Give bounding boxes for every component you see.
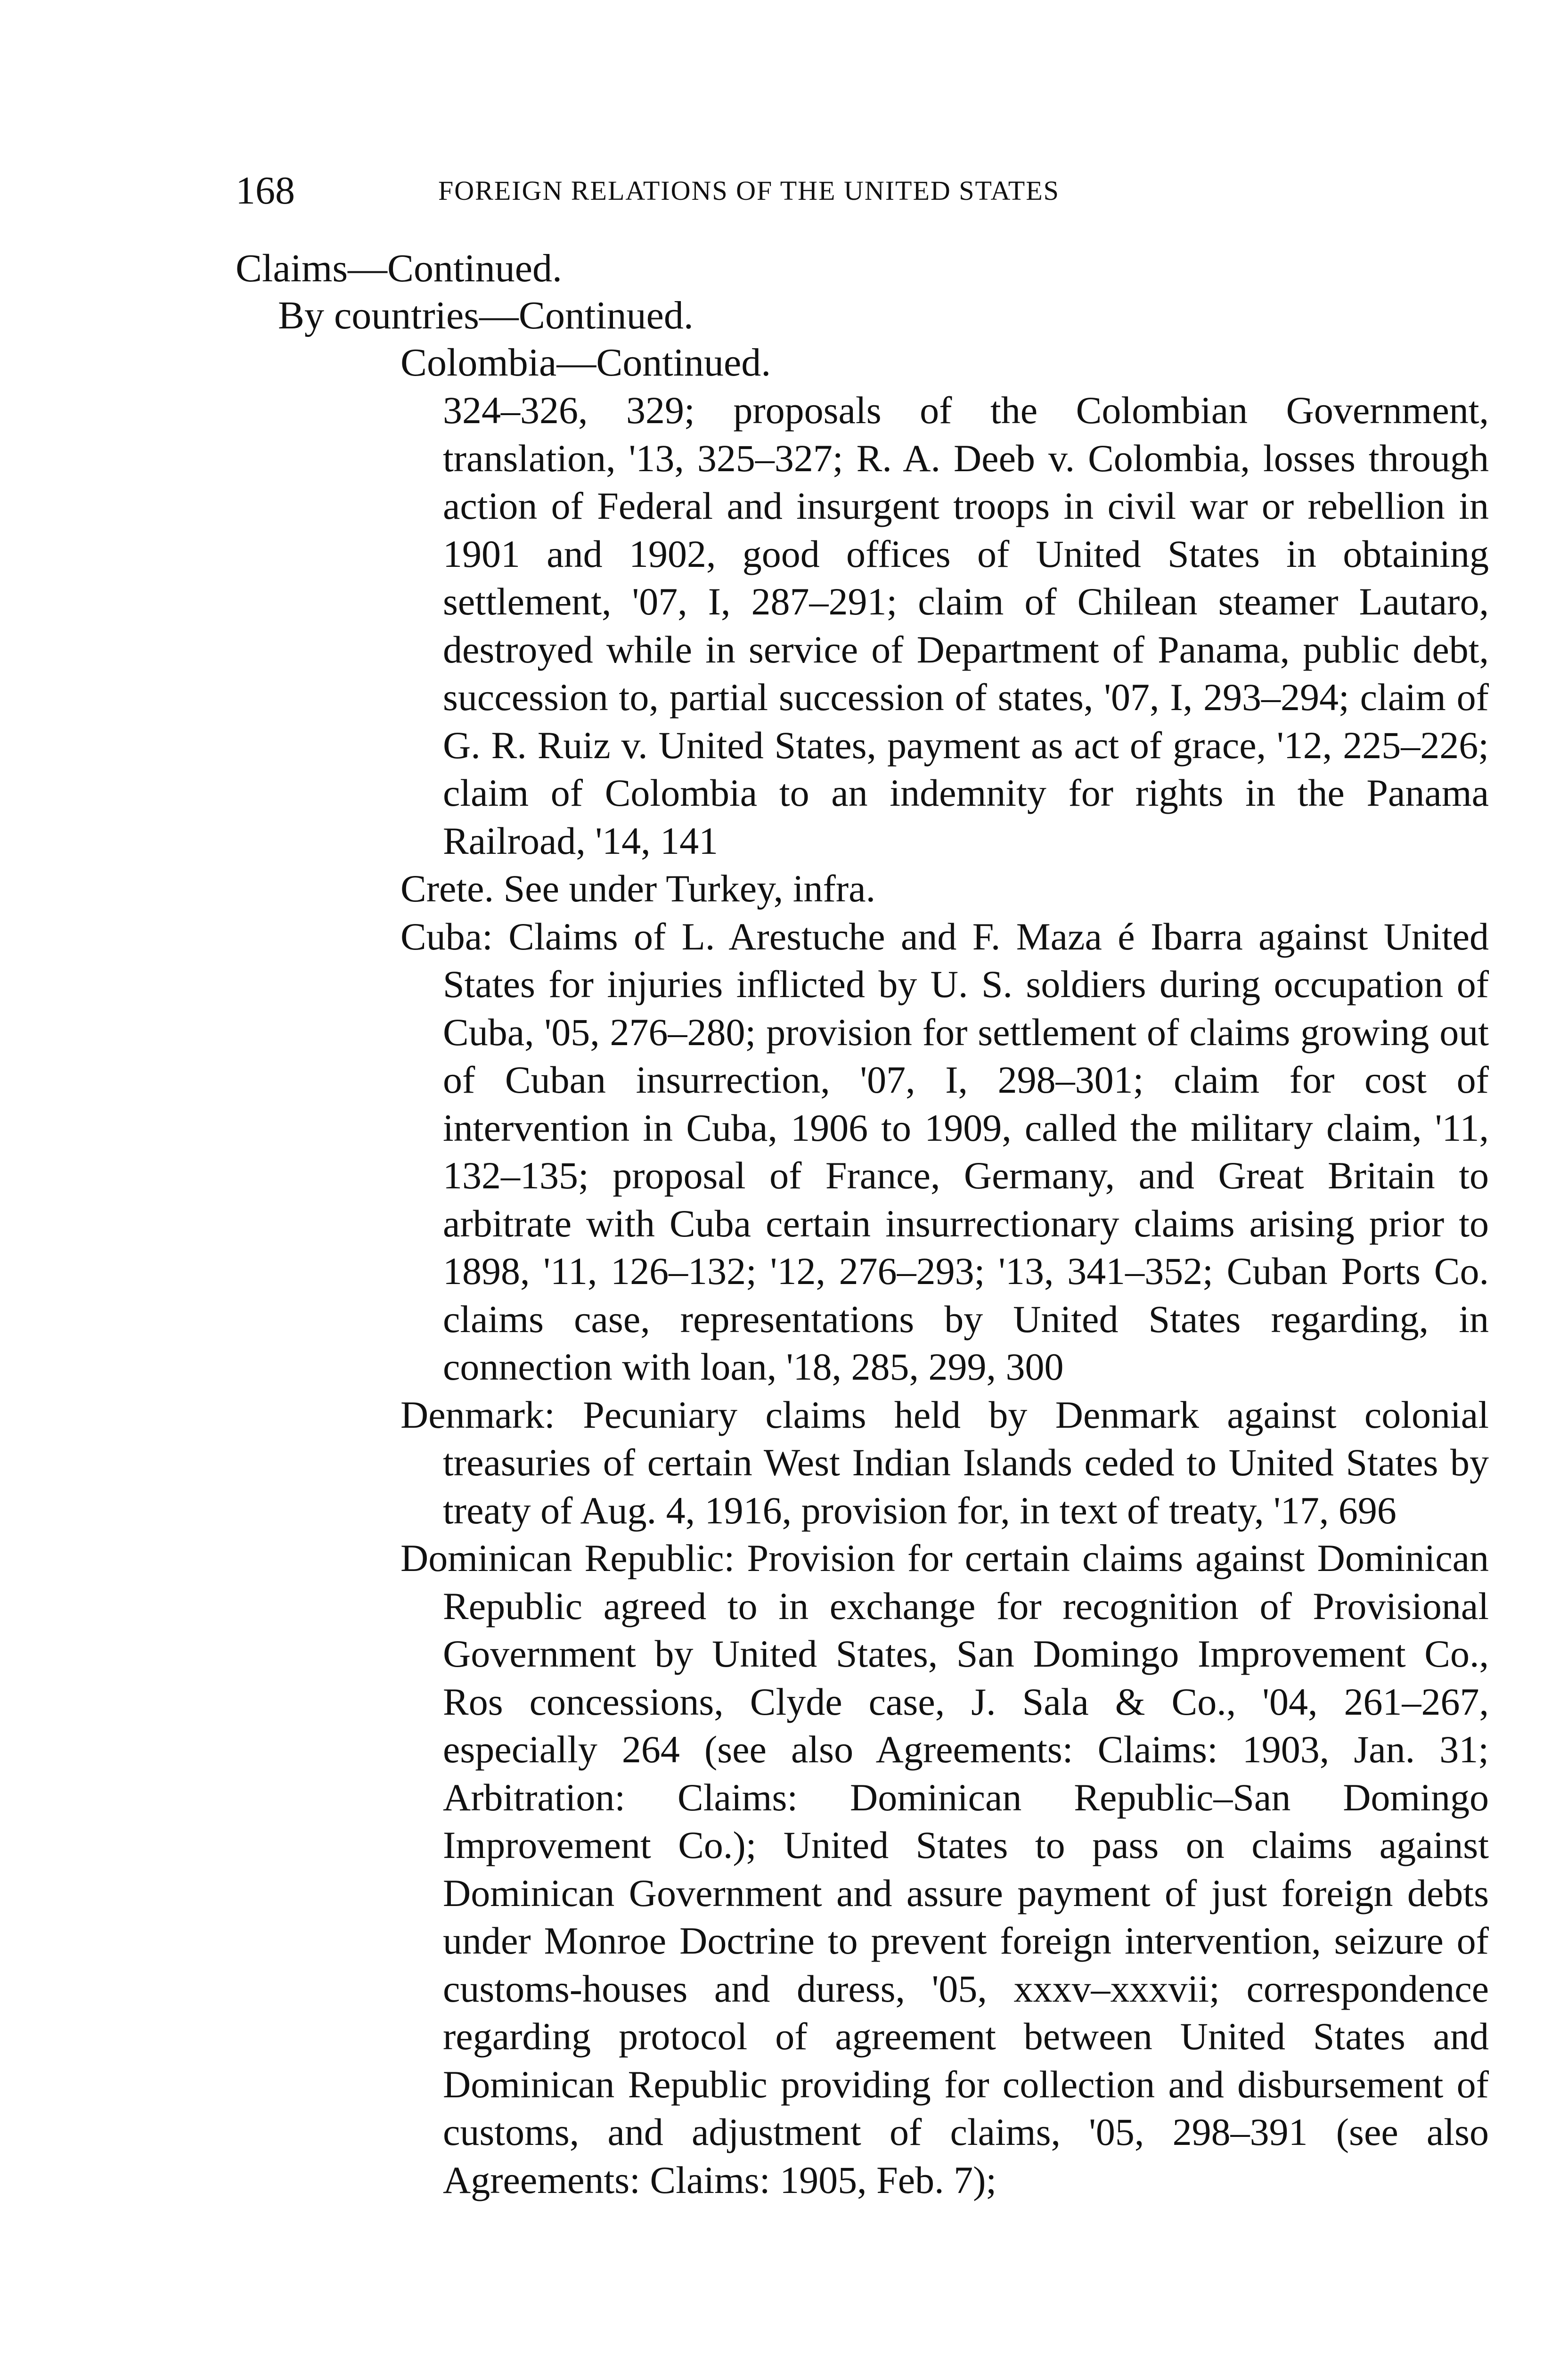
index-entry-denmark: Denmark: Pecuniary claims held by Denmark against colonial treasuries of certain West Indian Islands ceded to United States by treaty of Aug. 4, 1916, provision for, in text of treaty, '17, 696 (400, 1393, 1489, 1532)
page-header (236, 165, 1329, 217)
index-heading-level3: Colombia—Continued. (400, 341, 771, 384)
index-entries (400, 386, 1489, 2204)
running-head: FOREIGN RELATIONS OF THE UNITED STATES (438, 175, 1060, 206)
page-number: 168 (236, 169, 295, 213)
index-entry-dominican-republic: Dominican Republic: Provision for certain claims against Dominican Republic agreed to in exchange for recognition of Provisional Government by United States, San Domingo Improvement Co., Ros concessions, Clyde case, J. Sala & Co., '04, 261–267, especially 264 (see also Agreements: Claims: 1903, Jan. 31; Arbitration: Claims: Dominican Republic–San Domingo Improvement Co.); United States to pass on claims against Dominican Government and assure payment of just foreign debts under Monroe Doctrine to prevent foreign intervention, seizure of customs-houses and duress, '05, xxxv–xxxvii; correspondence regarding protocol of agreement between United States and Dominican Republic providing for collection and disbursement of customs, and adjustment of claims, '05, 298–391 (see also Agreements: Claims: 1905, Feb. 7); (400, 1537, 1489, 2201)
index-entry-colombia-continued: 324–326, 329; proposals of the Colombian Government, translation, '13, 325–327; R. A. Deeb v. Colombia, losses through action of Federal and insurgent troops in civil war or rebellion in 1901 and 1902, good offices of United States in obtaining settlement, '07, I, 287–291; claim of Chilean steamer Lautaro, destroyed while in service of Department of Panama, public debt, succession to, partial succession of states, '07, I, 293–294; claim of G. R. Ruiz v. United States, payment as act of grace, '12, 225–226; claim of Colombia to an indemnity for rights in the Panama Railroad, '14, 141 (443, 389, 1489, 862)
index-heading-level1: Claims—Continued. (236, 246, 562, 290)
index-entry-cuba: Cuba: Claims of L. Arestuche and F. Maza é Ibarra against United States for injuries inflicted by U. S. soldiers during occupation of Cuba, '05, 276–280; provision for settlement of claims growing out of Cuban insurrection, '07, I, 298–301; claim for cost of intervention in Cuba, 1906 to 1909, called the military claim, '11, 132–135; proposal of France, Germany, and Great Britain to arbitrate with Cuba certain insurrectionary claims arising prior to 1898, '11, 126–132; '12, 276–293; '13, 341–352; Cuban Ports Co. claims case, representations by United States regarding, in connection with loan, '18, 285, 299, 300 (400, 915, 1489, 1388)
index-entry-crete: Crete. See under Turkey, infra. (400, 867, 876, 910)
index-heading-level2: By countries—Continued. (278, 294, 694, 337)
